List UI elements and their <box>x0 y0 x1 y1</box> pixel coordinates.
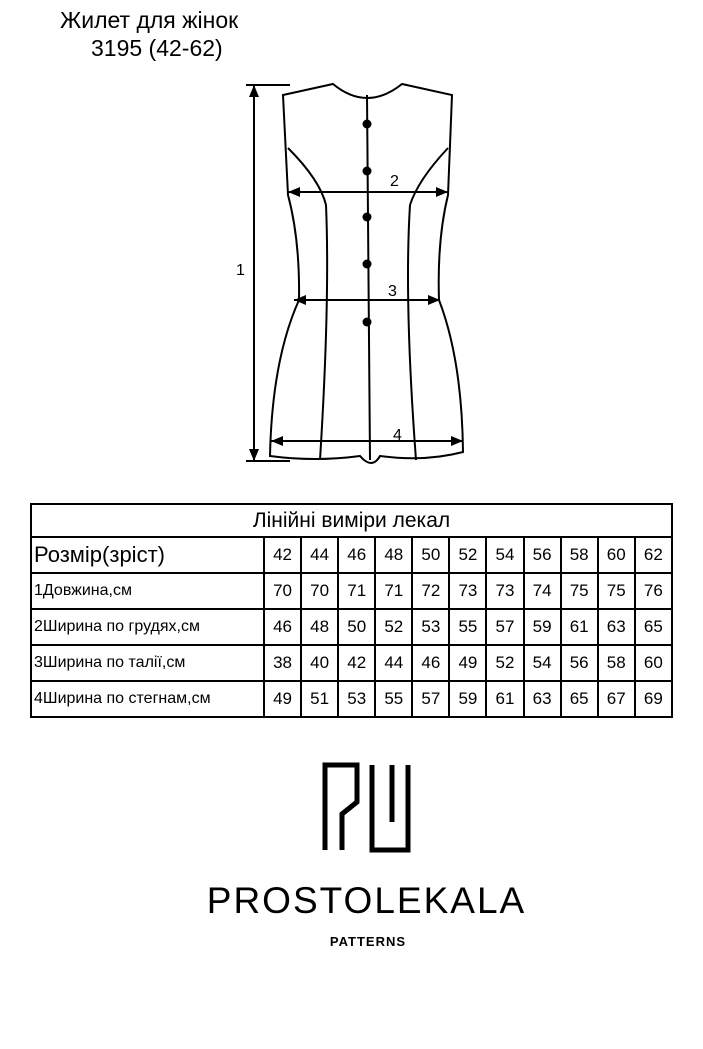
measurements-table <box>30 503 673 718</box>
value-cell: 67 <box>598 681 635 717</box>
row-label-hip: 4Ширина по стегнам,см <box>31 681 264 717</box>
size-cell: 60 <box>598 537 635 573</box>
table-row <box>31 609 672 645</box>
value-cell: 46 <box>264 609 301 645</box>
row-label-bust: 2Ширина по грудях,см <box>31 609 264 645</box>
size-cell: 62 <box>635 537 672 573</box>
value-cell: 61 <box>486 681 523 717</box>
value-cell: 65 <box>561 681 598 717</box>
size-cell: 50 <box>412 537 449 573</box>
value-cell: 75 <box>561 573 598 609</box>
value-cell: 53 <box>412 609 449 645</box>
brand-name: PROSTOLEKALA <box>206 880 527 921</box>
value-cell: 71 <box>338 573 375 609</box>
table-caption: Лінійні виміри лекал <box>31 504 672 537</box>
value-cell: 73 <box>486 573 523 609</box>
size-cell: 56 <box>524 537 561 573</box>
value-cell: 59 <box>449 681 486 717</box>
value-cell: 48 <box>301 609 338 645</box>
table-row <box>31 573 672 609</box>
value-cell: 55 <box>449 609 486 645</box>
value-cell: 52 <box>375 609 412 645</box>
value-cell: 53 <box>338 681 375 717</box>
value-cell: 74 <box>524 573 561 609</box>
value-cell: 54 <box>524 645 561 681</box>
button-2 <box>363 167 372 176</box>
value-cell: 56 <box>561 645 598 681</box>
left-princess-seam <box>288 148 327 460</box>
value-cell: 55 <box>375 681 412 717</box>
dim-label-waist: 3 <box>388 283 397 300</box>
value-cell: 76 <box>635 573 672 609</box>
value-cell: 69 <box>635 681 672 717</box>
value-cell: 70 <box>301 573 338 609</box>
dim-label-hip: 4 <box>393 427 402 444</box>
row-label-waist: 3Ширина по талії,см <box>31 645 264 681</box>
button-3 <box>363 213 372 222</box>
center-front-line <box>367 95 370 460</box>
value-cell: 63 <box>524 681 561 717</box>
vest-technical-sketch <box>0 0 703 480</box>
size-cell: 42 <box>264 537 301 573</box>
size-cell: 44 <box>301 537 338 573</box>
value-cell: 70 <box>264 573 301 609</box>
value-cell: 71 <box>375 573 412 609</box>
dim-label-bust: 2 <box>390 173 399 190</box>
size-cell: 48 <box>375 537 412 573</box>
value-cell: 72 <box>412 573 449 609</box>
value-cell: 58 <box>598 645 635 681</box>
table-row <box>31 645 672 681</box>
value-cell: 57 <box>486 609 523 645</box>
value-cell: 38 <box>264 645 301 681</box>
value-cell: 73 <box>449 573 486 609</box>
table-caption-row <box>31 504 672 537</box>
value-cell: 60 <box>635 645 672 681</box>
value-cell: 42 <box>338 645 375 681</box>
value-cell: 49 <box>449 645 486 681</box>
value-cell: 59 <box>524 609 561 645</box>
value-cell: 63 <box>598 609 635 645</box>
value-cell: 57 <box>412 681 449 717</box>
value-cell: 65 <box>635 609 672 645</box>
value-cell: 44 <box>375 645 412 681</box>
button-1 <box>363 120 372 129</box>
value-cell: 50 <box>338 609 375 645</box>
value-cell: 52 <box>486 645 523 681</box>
value-cell: 75 <box>598 573 635 609</box>
title-line-1: Жилет для жінок <box>60 7 239 33</box>
dim-label-length: 1 <box>236 262 245 279</box>
value-cell: 40 <box>301 645 338 681</box>
brand-tagline: PATTERNS <box>329 934 407 949</box>
value-cell: 51 <box>301 681 338 717</box>
size-row <box>31 537 672 573</box>
value-cell: 61 <box>561 609 598 645</box>
table-row <box>31 681 672 717</box>
size-cell: 58 <box>561 537 598 573</box>
brand-logo-mark <box>322 762 414 854</box>
size-row-label: Розмір(зріст) <box>31 537 264 573</box>
button-5 <box>363 318 372 327</box>
value-cell: 46 <box>412 645 449 681</box>
title-line-2: 3195 (42-62) <box>91 35 223 61</box>
button-4 <box>363 260 372 269</box>
size-cell: 46 <box>338 537 375 573</box>
size-cell: 52 <box>449 537 486 573</box>
row-label-length: 1Довжина,см <box>31 573 264 609</box>
value-cell: 49 <box>264 681 301 717</box>
size-cell: 54 <box>486 537 523 573</box>
